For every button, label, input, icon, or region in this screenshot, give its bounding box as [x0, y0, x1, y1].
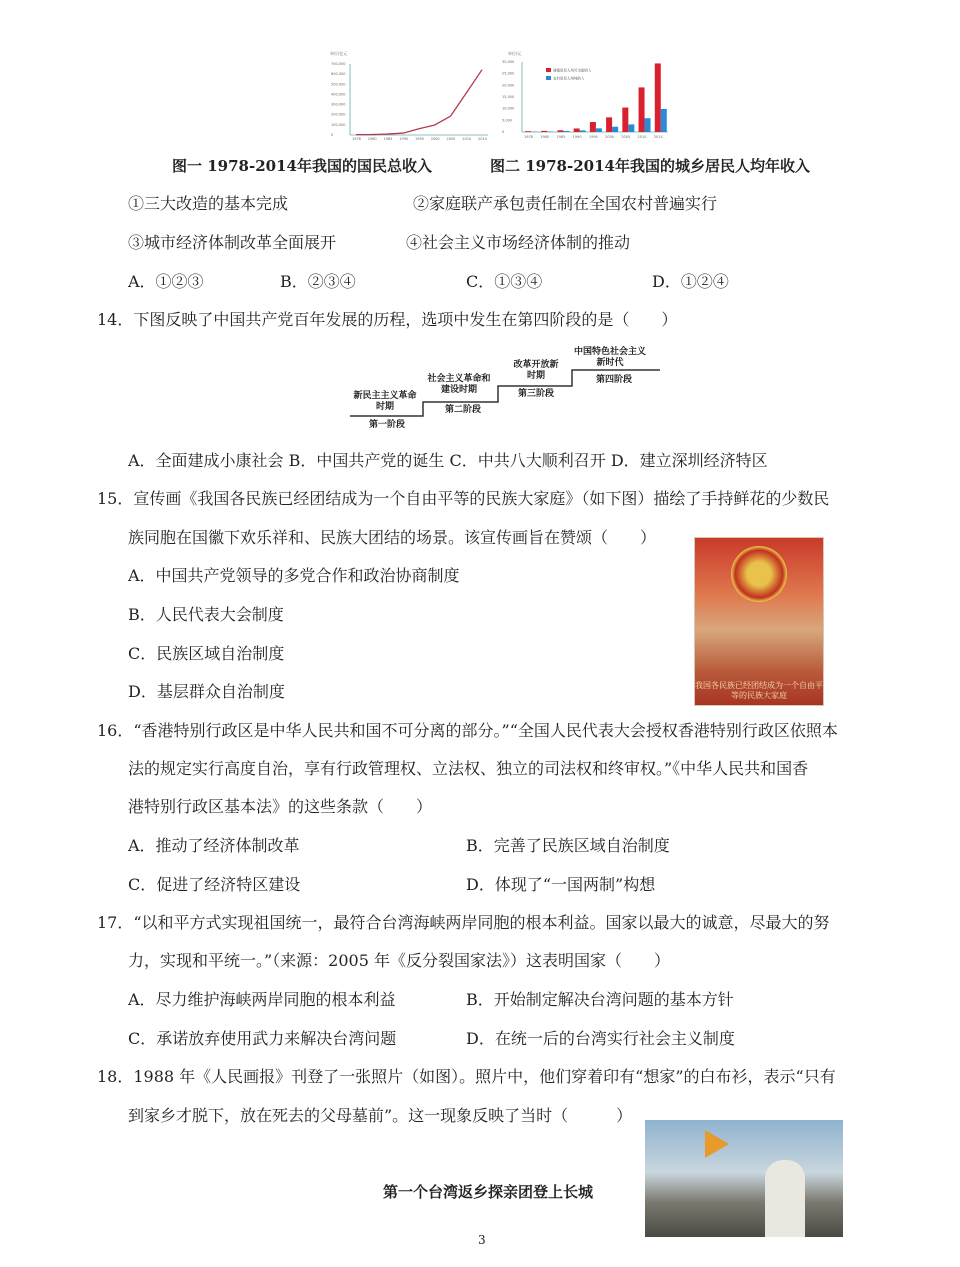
- q13-item-3: ③城市经济体制改革全面展开: [128, 233, 337, 252]
- y-tick-label: 400,000: [331, 92, 346, 97]
- x-tick-label: 2010: [462, 137, 472, 141]
- y-tick-label: 30,000: [502, 60, 515, 64]
- q16-option-c[interactable]: C．促进了经济特区建设: [128, 875, 301, 894]
- step-3-stage: 第三阶段: [517, 389, 554, 399]
- q13-option-b[interactable]: B．②③④: [280, 272, 356, 291]
- x-tick-label: 2014: [478, 137, 487, 141]
- q13-option-a[interactable]: A．①②③: [128, 272, 204, 291]
- bar: [606, 117, 612, 132]
- poster-slogan: 我国各民族已经团结成为一个自由平等的民族大家庭: [695, 681, 823, 700]
- q13-option-d[interactable]: D．①②④: [652, 272, 729, 291]
- q13-item-2: ②家庭联产承包责任制在全国农村普遍实行: [413, 194, 718, 213]
- bar: [557, 130, 563, 132]
- flag-icon: [705, 1130, 729, 1158]
- x-tick-label: 1995: [588, 135, 598, 139]
- q16-option-a[interactable]: A．推动了经济体制改革: [128, 836, 300, 855]
- q16-stem-3: 港特别行政区基本法》的这些条款（ ）: [128, 797, 433, 816]
- y-axis-label: 单位/元: [508, 51, 522, 56]
- y-tick-label: 0: [502, 130, 505, 134]
- legend-swatch: [546, 68, 551, 72]
- q17-option-c[interactable]: C．承诺放弃使用武力来解决台湾问题: [128, 1029, 397, 1048]
- y-tick-label: 15,000: [502, 95, 515, 99]
- step-2-stage: 第二阶段: [444, 405, 481, 415]
- q17-option-d[interactable]: D．在统一后的台湾实行社会主义制度: [466, 1029, 735, 1048]
- x-tick-label: 1995: [415, 137, 424, 141]
- y-tick-label: 600,000: [331, 72, 346, 77]
- q18-stem-2: 到家乡才脱下，放在死去的父母墓前”。这一现象反映了当时（ ）: [128, 1106, 633, 1125]
- y-tick-label: 300,000: [331, 102, 346, 107]
- step-4-period: 中国特色社会主义新时代: [573, 347, 646, 368]
- bar: [622, 108, 628, 132]
- step-4-stage: 第四阶段: [595, 375, 632, 385]
- q16-stem-1: 16．“香港特别行政区是中华人民共和国不可分离的部分。”“全国人民代表大会授权香港特别行政区依照本: [97, 721, 838, 740]
- x-tick-label: 2010: [637, 135, 647, 139]
- q14-options[interactable]: A．全面建成小康社会 B．中国共产党的诞生 C．中共八大顺利召开 D．建立深圳经济特区: [128, 451, 768, 470]
- bar: [612, 127, 618, 132]
- y-tick-label: 500,000: [331, 82, 346, 87]
- x-tick-label: 1990: [399, 137, 409, 141]
- q15-stem-1: 15．宣传画《我国各民族已经团结成为一个自由平等的民族大家庭》（如下图）描绘了手持鲜花的少数民: [97, 489, 830, 508]
- q13-item-1: ①三大改造的基本完成: [128, 194, 289, 213]
- x-tick-label: 1978: [352, 137, 361, 141]
- y-axis-label: 单位/亿元: [330, 51, 348, 56]
- x-tick-label: 2014: [653, 135, 663, 139]
- q15-option-a[interactable]: A．中国共产党领导的多党合作和政治协商制度: [128, 566, 460, 585]
- photo-caption: 第一个台湾返乡探亲团登上长城: [383, 1183, 594, 1201]
- x-tick-label: 1990: [572, 135, 582, 139]
- chart-urban-rural-income: [500, 50, 670, 142]
- legend-swatch: [546, 76, 551, 80]
- legend-label: 城镇居民人均可支配收入: [553, 68, 592, 73]
- q17-stem-2: 力，实现和平统一。”（来源：2005 年《反分裂国家法》）这表明国家（ ）: [128, 951, 670, 970]
- bar: [590, 122, 596, 132]
- q14-stem: 14．下图反映了中国共产党百年发展的历程，选项中发生在第四阶段的是（ ）: [97, 310, 678, 329]
- y-tick-label: 20,000: [502, 83, 515, 88]
- x-tick-label: 2000: [430, 137, 440, 141]
- x-tick-label: 1985: [556, 135, 566, 139]
- x-tick-label: 1978: [524, 135, 533, 139]
- y-tick-label: 700,000: [331, 62, 346, 66]
- bar: [580, 130, 586, 132]
- bar: [525, 131, 531, 132]
- q16-option-b[interactable]: B．完善了民族区域自治制度: [466, 836, 670, 855]
- bar: [628, 124, 634, 132]
- step-1-period: 新民主主义革命时期: [353, 391, 417, 412]
- q15-stem-2: 族同胞在国徽下欢乐祥和、民族大团结的场景。该宣传画旨在赞颂（ ）: [128, 528, 657, 547]
- q16-option-d[interactable]: D．体现了“一国两制”构想: [466, 875, 656, 894]
- bar: [541, 131, 547, 132]
- great-wall-photo: [645, 1120, 843, 1237]
- q17-option-a[interactable]: A．尽力维护海峡两岸同胞的根本利益: [128, 990, 396, 1009]
- step-3-period: 改革开放新时期: [513, 360, 559, 381]
- q15-option-d[interactable]: D．基层群众自治制度: [128, 682, 285, 701]
- bar: [645, 118, 651, 132]
- bar: [596, 128, 602, 132]
- bar: [563, 131, 569, 132]
- figure-1-caption: 图一 1978-2014年我国的国民总收入: [172, 157, 432, 175]
- step-1-stage: 第一阶段: [368, 420, 405, 430]
- q13-option-c[interactable]: C．①③④: [466, 272, 543, 291]
- bar: [639, 87, 645, 132]
- q18-stem-1: 18．1988 年《人民画报》刊登了一张照片（如图）。照片中，他们穿着印有“想家”的白布衫，表示“只有: [97, 1067, 836, 1086]
- x-tick-label: 2005: [621, 135, 631, 139]
- person-figure: [765, 1160, 805, 1237]
- y-tick-label: 0: [331, 133, 334, 137]
- page-number: 3: [478, 1233, 486, 1247]
- national-emblem-icon: [731, 546, 787, 602]
- y-tick-label: 200,000: [331, 112, 346, 117]
- legend-label: 农村居民人均纯收入: [553, 76, 585, 81]
- q17-option-b[interactable]: B．开始制定解决台湾问题的基本方针: [466, 990, 734, 1009]
- bar: [661, 109, 667, 132]
- bar: [574, 128, 580, 132]
- series-line: [356, 70, 482, 135]
- y-tick-label: 25,000: [502, 71, 515, 76]
- x-tick-label: 1980: [540, 135, 550, 139]
- q17-stem-1: 17．“以和平方式实现祖国统一，最符合台湾海峡两岸同胞的根本利益。国家以最大的诚意，尽最大的努: [97, 913, 830, 932]
- q15-option-b[interactable]: B．人民代表大会制度: [128, 605, 284, 624]
- x-tick-label: 2005: [446, 137, 456, 141]
- x-tick-label: 2000: [605, 135, 615, 139]
- q15-option-c[interactable]: C．民族区域自治制度: [128, 644, 285, 663]
- figure-2-caption: 图二 1978-2014年我国的城乡居民人均年收入: [490, 157, 810, 175]
- x-tick-label: 1980: [367, 137, 377, 141]
- chart-national-income: [328, 50, 493, 142]
- x-tick-label: 1985: [383, 137, 393, 141]
- bar: [655, 63, 661, 132]
- step-2-period: 社会主义革命和建设时期: [427, 374, 491, 395]
- y-tick-label: 100,000: [331, 122, 346, 127]
- propaganda-poster-image: [694, 537, 824, 706]
- q13-item-4: ④社会主义市场经济体制的推动: [406, 233, 631, 252]
- q16-stem-2: 法的规定实行高度自治，享有行政管理权、立法权、独立的司法权和终审权。”《中华人民共和国香: [128, 759, 809, 778]
- y-tick-label: 5,000: [502, 118, 513, 123]
- y-tick-label: 10,000: [502, 106, 515, 111]
